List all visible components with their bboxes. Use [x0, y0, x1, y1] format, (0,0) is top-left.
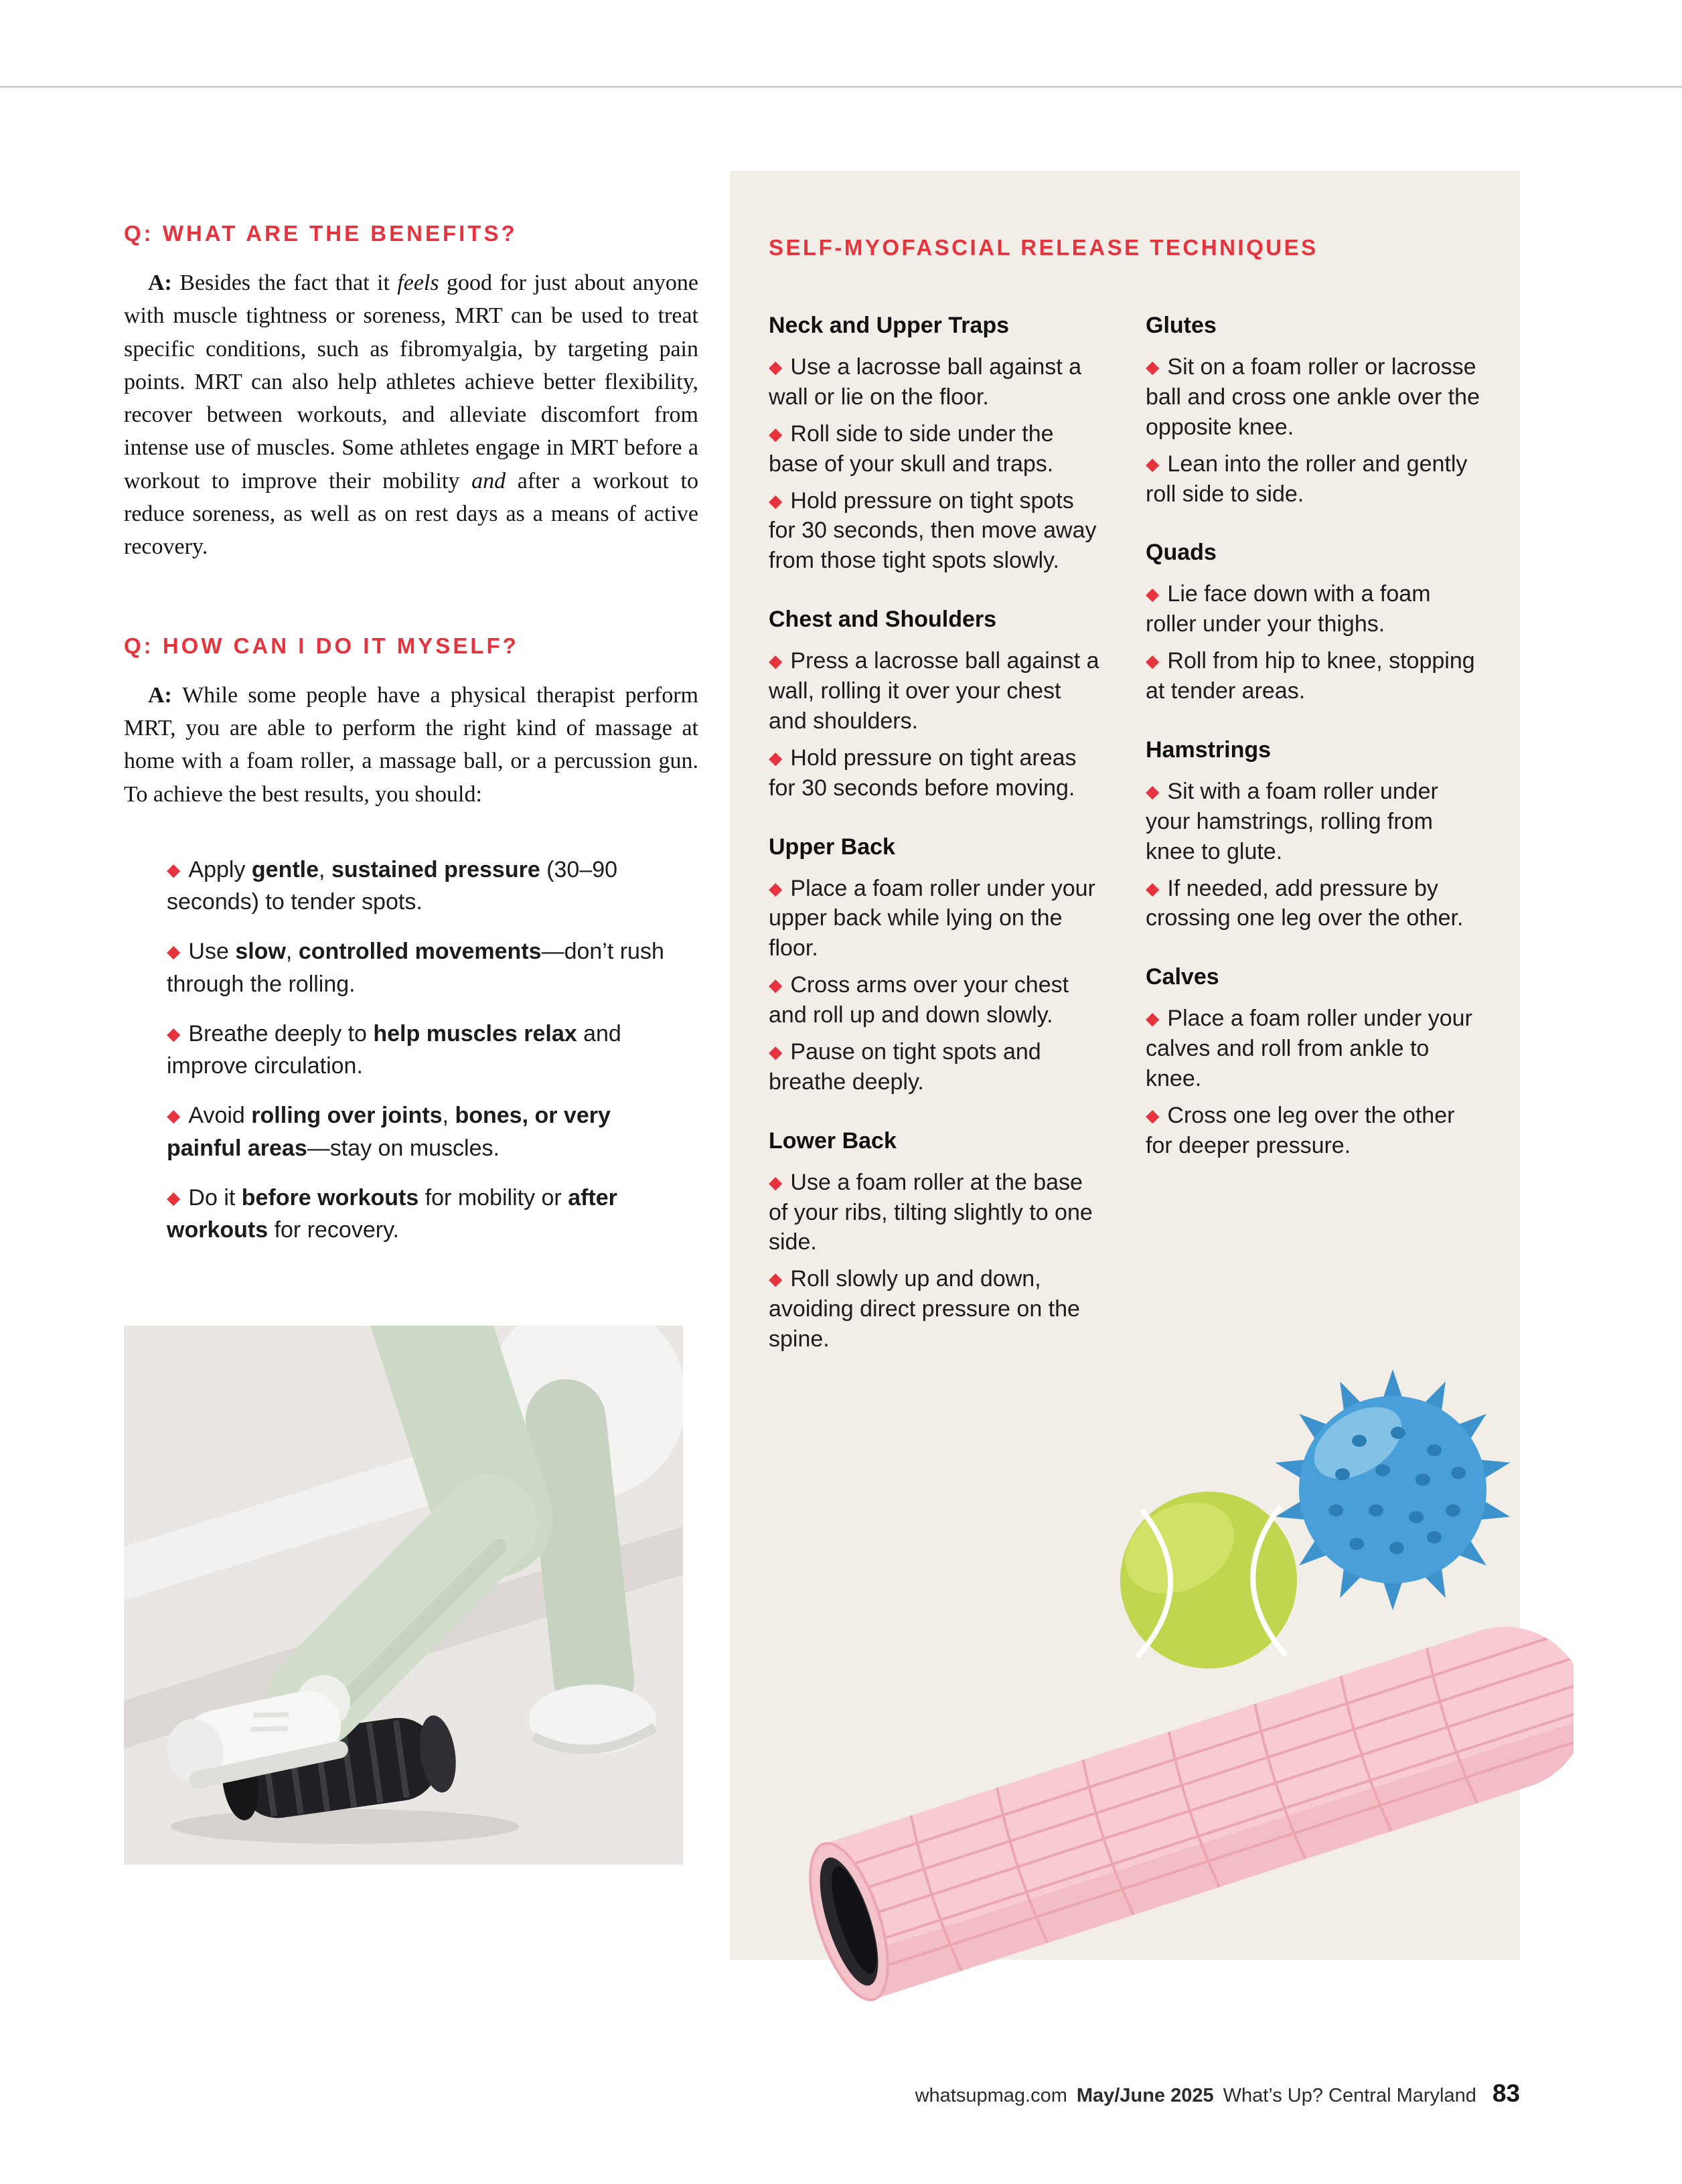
diamond-bullet-icon: ◆	[769, 1269, 783, 1290]
diamond-bullet-icon: ◆	[769, 423, 783, 444]
section-heading: Chest and Shoulders	[769, 607, 997, 633]
left-column	[124, 221, 698, 1865]
technique-section-hamstrings	[1146, 737, 1481, 933]
step-text: If needed, add pressure by crossing one leg over the other.	[1146, 875, 1464, 931]
diamond-bullet-icon: ◆	[1146, 781, 1160, 801]
technique-step	[769, 1168, 1104, 1258]
step-text: Cross one leg over the other for deeper pressure.	[1146, 1102, 1455, 1158]
foam-rolling-photo	[124, 1326, 683, 1865]
technique-step	[769, 874, 1104, 964]
step-text: Use a lacrosse ball against a wall or lie on the floor.	[769, 354, 1082, 410]
step-text: Hold pressure on tight spots for 30 seconds, then move away from those tight spots slowly.	[769, 487, 1097, 574]
technique-section-neck-and-upper-traps	[769, 313, 1104, 576]
technique-step	[1146, 579, 1481, 639]
footer-issue: May/June 2025	[1076, 2085, 1214, 2106]
technique-section-calves	[1146, 964, 1481, 1160]
section-heading: Lower Back	[769, 1127, 897, 1154]
diamond-bullet-icon: ◆	[1146, 878, 1160, 899]
answer-benefits: A: Besides the fact that it feels good for just about anyone with muscle tightness or soreness, MRT can be used to treat specific conditions, such as fibromyalgia, by targeting pain points. MRT can also help athletes achieve better flexibility, recover between workouts, and alleviate discomfort from intense use of muscles. Some athletes engage in MRT before a workout to improve their mobility and after a workout to reduce soreness, as well as on rest days as a means of active recovery.	[124, 270, 698, 560]
tip-text: Avoid rolling over joints, bones, or very painful areas—stay on muscles.	[167, 1103, 611, 1161]
tip-text: Apply gentle, sustained pressure (30–90 seconds) to tender spots.	[167, 856, 618, 915]
technique-step	[1146, 352, 1481, 443]
step-text: Roll from hip to knee, stopping at tender areas.	[1146, 648, 1475, 704]
step-text: Lean into the roller and gently roll side to side.	[1146, 451, 1468, 507]
step-text: Sit on a foam roller or lacrosse ball and cross one ankle over the opposite knee.	[1146, 354, 1480, 440]
technique-step	[769, 486, 1104, 576]
step-text: Sit with a foam roller under your hamstrings, rolling from knee to glute.	[1146, 778, 1438, 864]
tip-item	[167, 1182, 672, 1247]
step-text: Roll side to side under the base of your skull and traps.	[769, 420, 1054, 477]
section-heading: Hamstrings	[1146, 736, 1272, 763]
diamond-bullet-icon: ◆	[1146, 357, 1160, 377]
diamond-bullet-icon: ◆	[769, 878, 783, 899]
diamond-bullet-icon: ◆	[1146, 453, 1160, 474]
tip-item	[167, 1099, 672, 1164]
diamond-bullet-icon: ◆	[769, 747, 783, 768]
diamond-bullet-icon: ◆	[167, 859, 181, 880]
question-heading-diy: Q: HOW CAN I DO IT MYSELF?	[124, 633, 519, 658]
footer-publication: What’s Up? Central Maryland	[1223, 2085, 1476, 2106]
technique-section-glutes	[1146, 313, 1481, 509]
diamond-bullet-icon: ◆	[1146, 651, 1160, 672]
panel-columns	[769, 313, 1481, 1385]
section-heading: Upper Back	[769, 834, 895, 860]
section-heading: Glutes	[1146, 313, 1217, 338]
answer-diy: A: While some people have a physical therapist perform MRT, you are able to perform the right kind of massage at home with a foam roller, a massage ball, or a percussion gun. To achieve the best results, you should:	[124, 682, 698, 807]
technique-step	[769, 743, 1104, 803]
tip-item	[167, 935, 672, 1000]
technique-section-chest-and-shoulders	[769, 607, 1104, 803]
diamond-bullet-icon: ◆	[769, 357, 783, 377]
step-text: Place a foam roller under your upper back while lying on the floor.	[769, 875, 1095, 961]
tip-item	[167, 854, 672, 919]
section-heading: Calves	[1146, 964, 1219, 990]
tip-text: Do it before workouts for mobility or after workouts for recovery.	[167, 1184, 617, 1243]
techniques-panel	[730, 171, 1520, 1960]
step-text: Roll slowly up and down, avoiding direct pressure on the spine.	[769, 1266, 1080, 1352]
diamond-bullet-icon: ◆	[167, 1105, 181, 1126]
technique-step	[769, 646, 1104, 736]
technique-step	[769, 970, 1104, 1030]
section-heading: Neck and Upper Traps	[769, 313, 1010, 338]
footer-site: whatsupmag.com	[915, 2085, 1067, 2106]
technique-step	[1146, 1101, 1481, 1161]
diamond-bullet-icon: ◆	[167, 1187, 181, 1208]
question-heading-benefits: Q: WHAT ARE THE BENEFITS?	[124, 221, 518, 246]
step-text: Cross arms over your chest and roll up and down slowly.	[769, 972, 1069, 1028]
step-text: Press a lacrosse ball against a wall, rolling it over your chest and shoulders.	[769, 648, 1099, 734]
technique-step	[1146, 777, 1481, 867]
top-divider	[0, 86, 1682, 88]
page-footer	[730, 2080, 1520, 2108]
technique-section-quads	[1146, 540, 1481, 706]
technique-step	[769, 1264, 1104, 1354]
tips-list	[124, 854, 698, 1247]
foam-rolling-photo-art	[124, 1326, 683, 1865]
technique-section-lower-back	[769, 1128, 1104, 1354]
section-heading: Quads	[1146, 540, 1217, 566]
technique-step	[1146, 1004, 1481, 1094]
tip-item	[167, 1018, 672, 1083]
panel-column-1	[769, 313, 1104, 1385]
diamond-bullet-icon: ◆	[769, 1041, 783, 1062]
diamond-bullet-icon: ◆	[1146, 1008, 1160, 1029]
diamond-bullet-icon: ◆	[167, 941, 181, 962]
step-text: Hold pressure on tight areas for 30 seconds before moving.	[769, 745, 1077, 801]
technique-step	[1146, 646, 1481, 706]
diamond-bullet-icon: ◆	[1146, 584, 1160, 605]
tip-text: Use slow, controlled movements—don’t rush through the rolling.	[167, 939, 664, 997]
diamond-bullet-icon: ◆	[769, 490, 783, 511]
step-text: Lie face down with a foam roller under your thighs.	[1146, 581, 1431, 637]
step-text: Pause on tight spots and breathe deeply.	[769, 1038, 1041, 1095]
diamond-bullet-icon: ◆	[769, 651, 783, 672]
diamond-bullet-icon: ◆	[769, 1172, 783, 1192]
panel-title: SELF-MYOFASCIAL RELEASE TECHNIQUES	[769, 235, 1318, 260]
panel-column-2	[1146, 313, 1481, 1385]
technique-step	[1146, 874, 1481, 934]
technique-section-upper-back	[769, 834, 1104, 1097]
technique-step	[1146, 449, 1481, 510]
diamond-bullet-icon: ◆	[167, 1023, 181, 1044]
step-text: Place a foam roller under your calves and roll from ankle to knee.	[1146, 1006, 1472, 1091]
diamond-bullet-icon: ◆	[1146, 1105, 1160, 1125]
technique-step	[769, 1037, 1104, 1097]
tip-text: Breathe deeply to help muscles relax and improve circulation.	[167, 1020, 621, 1079]
technique-step	[769, 352, 1104, 412]
diamond-bullet-icon: ◆	[769, 975, 783, 996]
technique-step	[769, 419, 1104, 479]
footer-page-number: 83	[1492, 2080, 1520, 2107]
step-text: Use a foam roller at the base of your ribs, tilting slightly to one side.	[769, 1169, 1093, 1255]
